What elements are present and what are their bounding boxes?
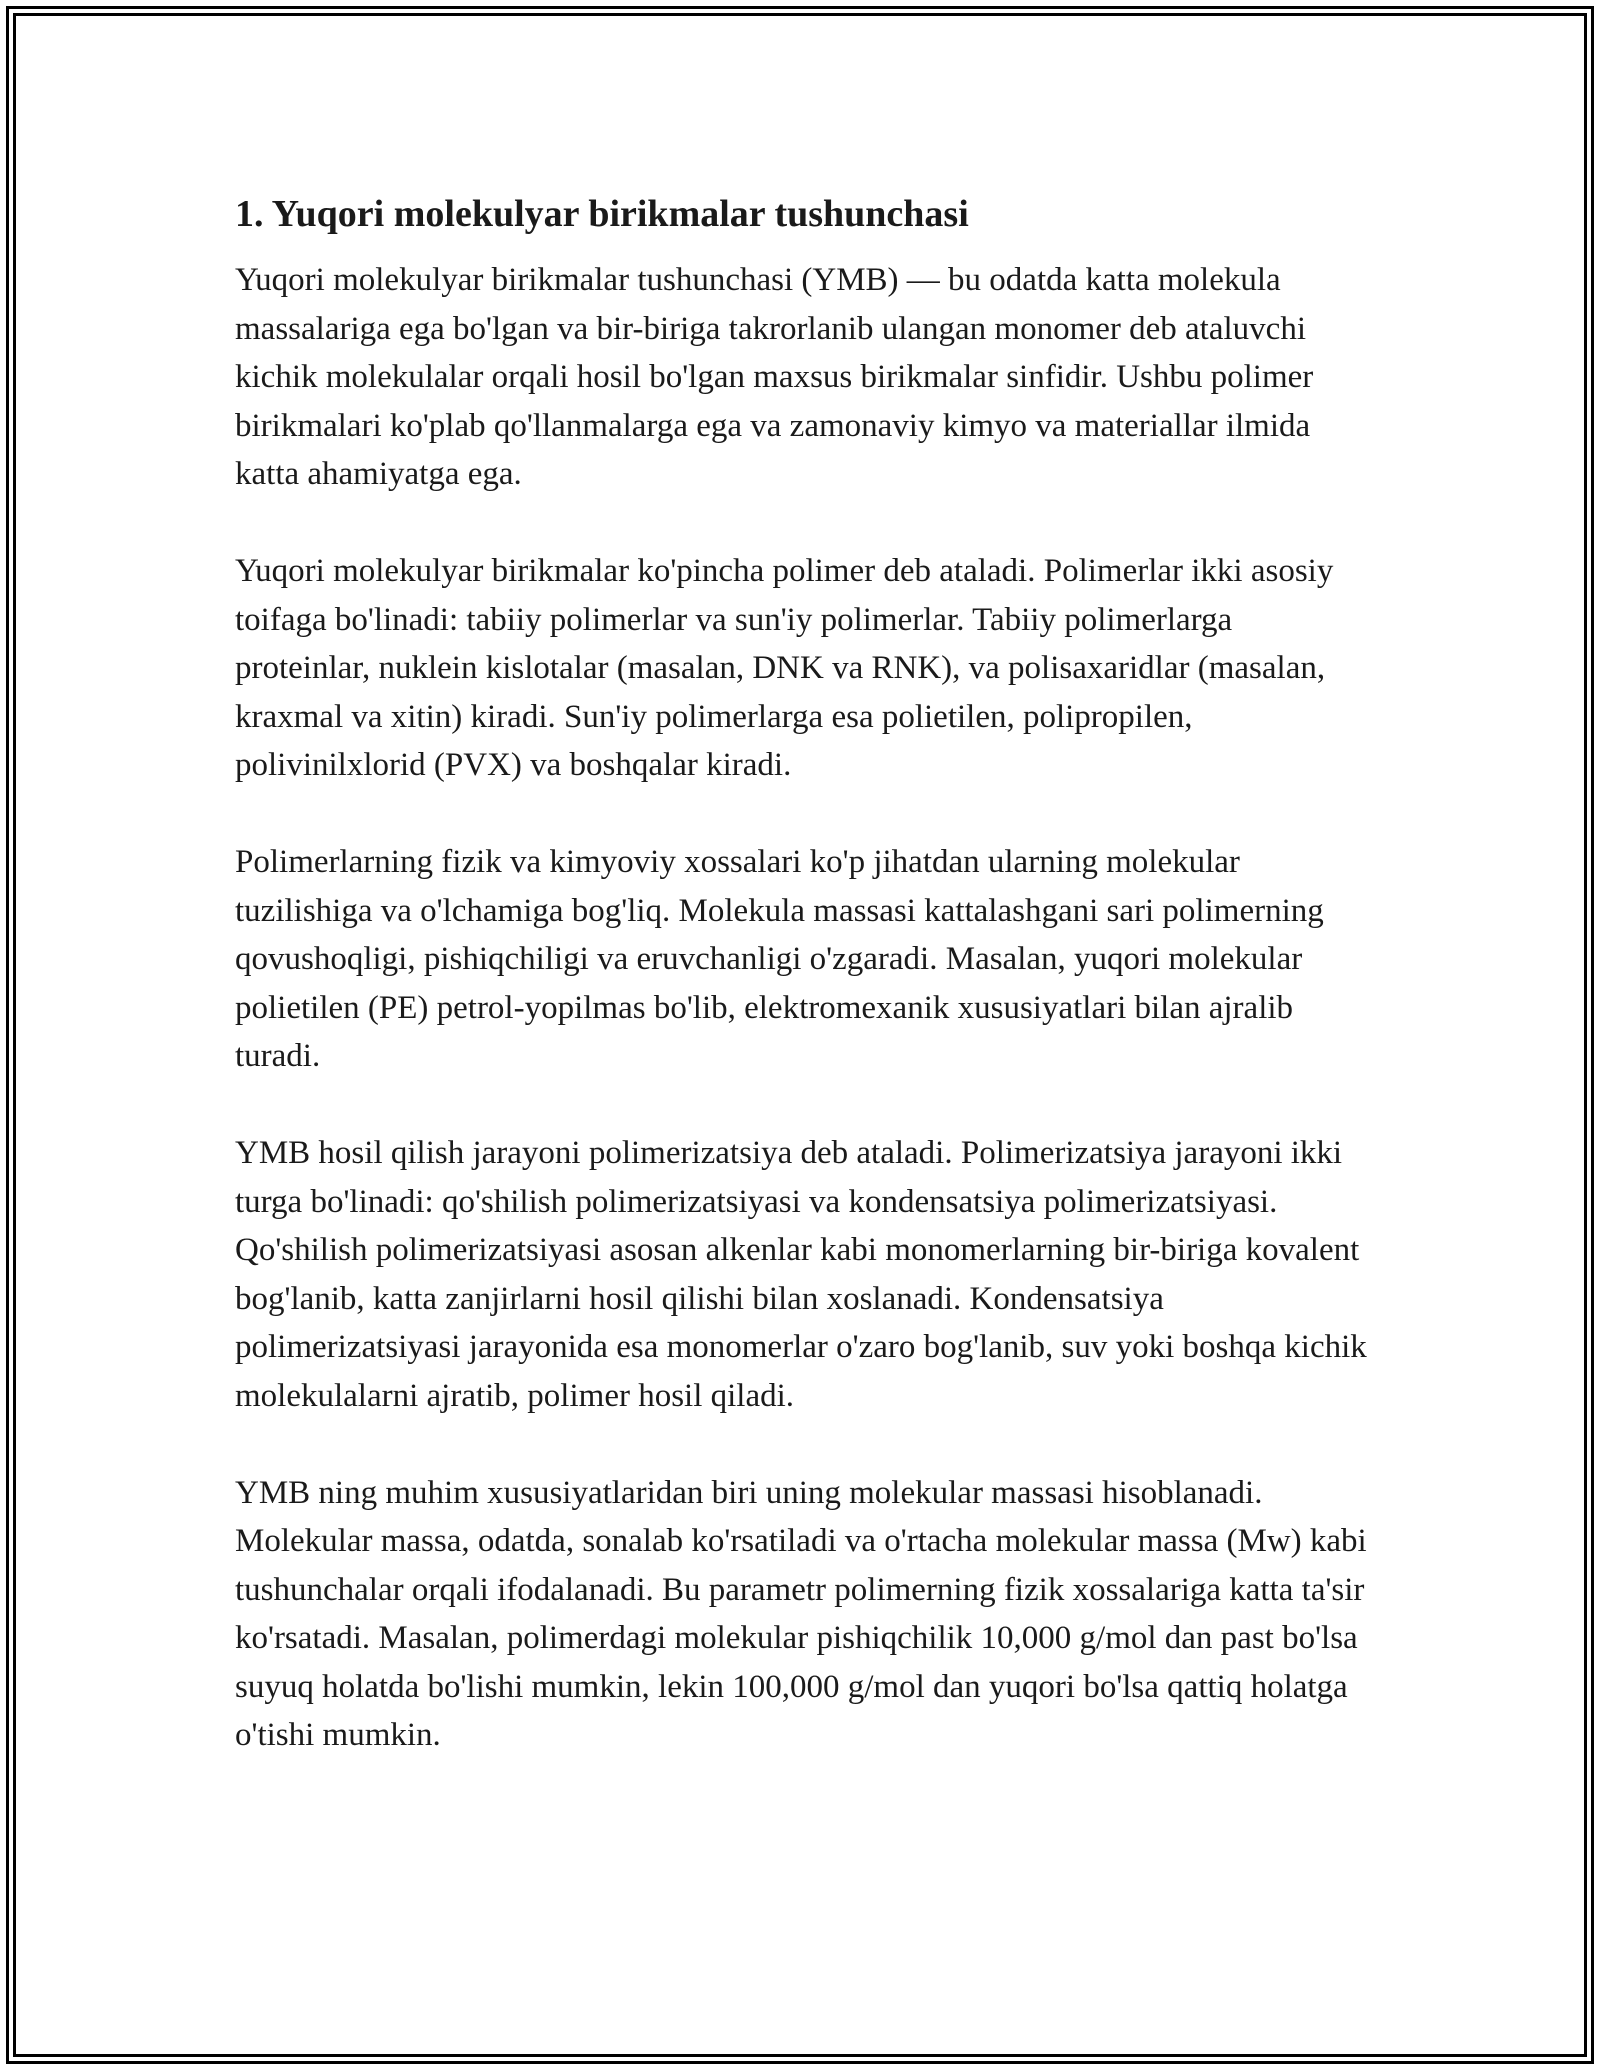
paragraph-intro: Yuqori molekulyar birikmalar tushunchasi (YMB) — bu odatda katta molekula massalariga ega bo'lgan va bir-biriga takrorlanib ulangan monomer deb ataluvchi kichik molekulalar orqali hosil bo'lgan maxsus birikmalar sinfidir. Ushbu polimer birikmalari ko'plab qo'llanmalarga ega va zamonaviy kimyo va materiallar ilmida katta ahamiyatga ega. xyxy=(235,262,1314,492)
paragraph-polymer-types: Yuqori molekulyar birikmalar ko'pincha polimer deb ataladi. Polimerlar ikki asosiy toifaga bo'linadi: tabiiy polimerlar va sun'iy polimerlar. Tabiiy polimerlarga proteinlar, nuklein kislotalar (masalan, DNK va RNK), va polisaxaridlar (masalan, kraxmal va xitin) kiradi. Sun'iy polimerlarga esa polietilen, polipropilen, polivinilxlorid (PVX) va boshqalar kiradi. xyxy=(235,553,1334,783)
paragraph-molecular-mass: YMB ning muhim xususiyatlaridan biri uning molekular massasi hisoblanadi. Molekular massa, odatda, sonalab ko'rsatiladi va o'rtacha molekular massa (Mw) kabi tushunchalar orqali ifodalanadi. Bu parametr polimerning fizik xossalariga katta ta'sir ko'rsatadi. Masalan, polimerdagi molekular pishiqchilik 10,000 g/mol dan past bo'lsa suyuq holatda bo'lishi mumkin, lekin 100,000 g/mol dan yuqori bo'lsa qattiq holatga o'tishi mumkin. xyxy=(235,1474,1367,1753)
document-body xyxy=(235,186,1375,1808)
paragraph-polymerization: YMB hosil qilish jarayoni polimerizatsiya deb ataladi. Polimerizatsiya jarayoni ikki turga bo'linadi: qo'shilish polimerizatsiyasi va kondensatsiya polimerizatsiyasi. Qo'shilish polimerizatsiyasi asosan alkenlar kabi monomerlarning bir-biriga kovalent bog'lanib, katta zanjirlarni hosil qilishi bilan xoslanadi. Kondensatsiya polimerizatsiyasi jarayonida esa monomerlar o'zaro bog'lanib, suv yoki boshqa kichik molekulalarni ajratib, polimer hosil qiladi. xyxy=(235,1135,1367,1414)
section-heading: 1. Yuqori molekulyar birikmalar tushunchasi xyxy=(235,193,969,235)
paragraph-properties: Polimerlarning fizik va kimyoviy xossalari ko'p jihatdan ularning molekular tuzilishiga va o'lchamiga bog'liq. Molekula massasi kattalashgani sari polimerning qovushoqligi, pishiqchiligi va eruvchanligi o'zgaradi. Masalan, yuqori molekular polietilen (PE) petrol-yopilmas bo'lib, elektromexanik xususiyatlari bilan ajralib turadi. xyxy=(235,844,1324,1074)
